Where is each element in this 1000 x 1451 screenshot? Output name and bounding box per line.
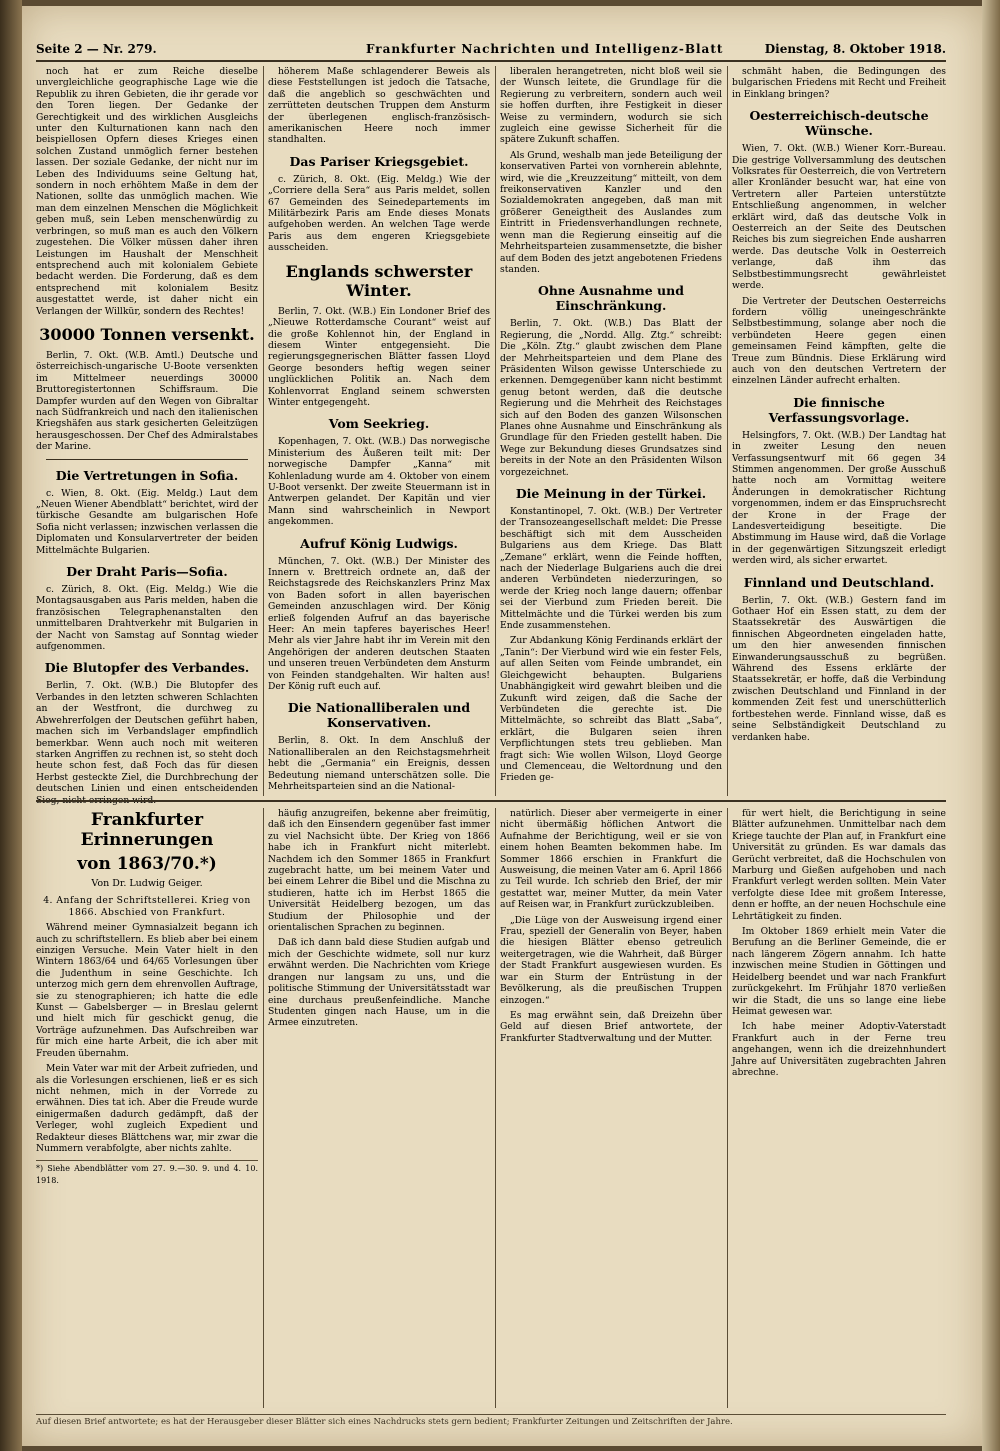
article-text: Während meiner Gymnasialzeit begann ich auch zu schriftstellern. Es blieb aber bei einem einzigen Versuche. Mein Vater hielt in den Wintern 1863/64 und 64/65 Vorlesungen über die Judenthum in seine Geschichte. Ich unterzog mich gern dem ehrenvollen Auftrage, sie zu stenographieren; ich hatte die edle Kunst — Gabelsberger — in Breslau gelernt und hielt mich für geschickt genug, die Vorträge aufzunehmen. Das Aufschreiben war für mich eine harte Arbeit, die ich aber mit Freuden übernahm. (36, 922, 258, 1059)
headline: Die Nationalliberalen und Konservativen. (287, 700, 471, 731)
feuilleton-column-2 (268, 808, 490, 1408)
article-text: Kopenhagen, 7. Okt. (W.B.) Das norwegische Ministerium des Äußeren teilt mit: Der norwegische Dampfer „Kanna“ mit Kohlenladung wurde am 4. Oktober von einem U-Boot versenkt. Der zweite Steuermann ist in Antwerpen gelandet. Der Kapitän und vier Mann sind wahrscheinlich in Newport angekommen. (268, 436, 490, 528)
headline: Finnland und Deutschland. (743, 574, 935, 590)
bottom-text-line: Auf diesen Brief antwortete; es hat der Herausgeber dieser Blätter sich eines Nachdrucks stets gern bedient; Frankfurter Zeitungen und Zeitschriften der Jahre. (36, 1414, 946, 1427)
article-text: c. Zürich, 8. Okt. (Eig. Meldg.) Wie die Montagsausgaben aus Paris melden, haben die französischen Telegraphenanstalten den unmittelbaren Drahtverkehr mit Bulgarien in der Nacht von Samstag auf Sonntag wieder aufgenommen. (36, 584, 258, 653)
article-text: Berlin, 7. Okt. (W.B.) Gestern fand im Gothaer Hof ein Essen statt, zu dem der Staatssekretär des Auswärtigen die finnischen Abgeordneten eingeladen hatte, um den hier anwesenden finnischen Einwanderungsausschuß zu begrüßen. Während des Essens erklärte der Staatssekretär, er hoffe, daß die Verbindung zwischen Deutschland und Finnland in der kommenden Zeit fest und unerschütterlich fortbestehen werde. Finnland wisse, daß es seine Selbständigkeit Deutschland zu verdanken habe. (732, 594, 946, 743)
article-text: Konstantinopel, 7. Okt. (W.B.) Der Vertreter der Transozeangesellschaft meldet: Die Presse beschäftigt sich mit dem Ausscheiden Bulgariens aus dem Kriege. Das Blatt „Zemane“ erklärt, wenn die Feinde hofften, nach der Niederlage Bulgariens auch die drei anderen Verbündeten niederzuringen, so werde der Krieg noch lange dauern; offenbar sei der Vierbund zum Frieden bereit. Die Mittelmächte und die Türkei werden bis zum Ende zusammenstehen. (500, 506, 722, 632)
page-number: Seite 2 — Nr. 279. (36, 42, 157, 56)
article-text: Wien, 7. Okt. (W.B.) Wiener Korr.-Bureau. Die gestrige Vollversammlung des deutschen Volksrates für Oesterreich, die von Vertretern aller Kronländer besucht war, hat eine von Vertretern aller Parteien unterstützte Entschließung angenommen, in welcher erklärt wird, daß das deutsche Volk in Oesterreich an der Seite des Deutschen Reiches bis zum siegreichen Ende ausharren werde. Das deutsche Volk in Oesterreich verlange, daß ihm das Selbstbestimmungsrecht gewährleistet werde. (732, 143, 946, 292)
feuilleton-column-4 (732, 808, 946, 1408)
book-spine (0, 0, 22, 1451)
article-text: Die Vertreter der Deutschen Oesterreichs fordern völlig uneingeschränkte Selbstbestimmung, solange aber noch die verbündeten Heere gegen einen gemeinsamen Feind kämpften, gelte die Treue zum Bündnis. Diese Erklärung wird auch von den deutschen Vertretern der einzelnen Länder aufrecht erhalten. (732, 295, 946, 387)
footnote: *) Siehe Abendblätter vom 27. 9.—30. 9. und 4. 10. 1918. (36, 1160, 258, 1186)
article-text: Berlin, 8. Okt. In dem Anschluß der Nationalliberalen an den Reichstagsmehrheit hebt die „Germania“ ein Ereignis, dessen Bedeutung niemand unterschätzen solle. Die Mehrheitsparteien sind an die National- (268, 735, 490, 793)
masthead (36, 40, 946, 62)
article-text: schmäht haben, die Bedingungen des bulgarischen Friedens mit Recht und Freiheit in Einklang bringen? (732, 66, 946, 100)
column-rule (495, 808, 496, 1408)
author-byline: Von Dr. Ludwig Geiger. (91, 878, 203, 889)
article-text: natürlich. Dieser aber vermeigerte in einer nicht übermäßig höflichen Antwort die Aufnahme der Berichtigung, weil er sie von einem hohen Beamten bekommen habe. Im Sommer 1866 erschien in Frankfurt die Ausweisung, die meinen Vater am 6. April 1866 zu Teil wurde. Ich schrieb den Brief, der mir gestattet war, meiner Mutter, da mein Vater auf Reisen war, in Frankfurt zurückzubleiben. (500, 808, 722, 911)
article-text: höherem Maße schlagenderer Beweis als diese Feststellungen ist jedoch die Tatsache, daß die angeblich so geschwächten und zerrütteten deutschen Truppen dem Ansturm der überlegenen englisch-französisch-amerikanischen Heere noch immer standhalten. (268, 66, 490, 146)
article-text: liberalen herangetreten, nicht bloß weil sie der Wunsch leitete, die Grundlage für die Regierung zu verbreitern, sondern auch weil sie hoffen durften, ihre Festigkeit in dieser Weise zu vermindern, wodurch sie sich zugleich eine gewisse Sicherheit für die spätere Zukunft schaffen. (500, 66, 722, 146)
article-text: Zur Abdankung König Ferdinands erklärt der „Tanin“: Der Vierbund wird wie ein fester Fels, auf allen Seiten vom Feinde umbrandet, ein Gleichgewicht behaupten. Bulgariens Unabhängigkeit wird gewahrt bleiben und die Zukunft wird zeigen, daß die Sache der Verbündeten die gerechte ist. Die Mittelmächte, so schreibt das Blatt „Saba“, erklärt, die Bulgaren seien ihren Verpflichtungen stets treu geblieben. Man fragt sich: Wie wollen Wilson, Lloyd George und Clemenceau, die Weltordnung und den Frieden ge- (500, 635, 722, 784)
headline: Die Blutopfer des Verbandes. (44, 660, 250, 676)
article-text: Berlin, 7. Okt. (W.B. Amtl.) Deutsche und österreichisch-ungarische U-Boote versenkten im Mittelmeer neuerdings 30000 Bruttoregistertonnen Schiffsraum. Die Dampfer wurden auf den Wegen von Gibraltar nach Südfrankreich und nach den italienischen Kriegshäfen aus stark gesicherten Geleitzügen herausgeschossen. Der Chef des Admiralstabes der Marine. (36, 349, 258, 453)
article-text: Es mag erwähnt sein, daß Dreizehn über Geld auf diesen Brief antwortete, der Frankfurter Stadtverwaltung und der Mutter. (500, 1009, 722, 1044)
newspaper-title: Frankfurter Nachrichten und Intelligenz-Blatt (366, 42, 724, 56)
chapter-heading: 4. Anfang der Schriftstellerei. Krieg von 1866. Abschied von Frankfurt. (43, 895, 251, 918)
article-text: c. Wien, 8. Okt. (Eig. Meldg.) Laut dem „Neuen Wiener Abendblatt“ berichtet, wird der türkische Gesandte am bulgarischen Hofe Sofia nicht verlassen; inzwischen verlassen die Diplomaten und Konsularvertreter der beiden Mittelmächte Bulgarien. (36, 487, 258, 556)
column-4 (732, 66, 946, 796)
section-divider (36, 800, 946, 802)
article-text: häufig anzugreifen, bekenne aber freimütig, daß ich den Einsendern gegenüber fast immer zu viel Nachsicht übte. Der Krieg von 1866 habe ich in Frankfurt nicht miterlebt. Nachdem ich den Sommer 1865 in Frankfurt zugebracht hatte, um bei meinem Vater und bei einem Lehrer die Bibel und die Mischna zu studieren, hatte ich im Herbst 1865 die Universität Heidelberg bezogen, um das Studium der Philosophie und der orientalischen Sprachen zu beginnen. (268, 808, 490, 934)
column-1 (36, 66, 258, 796)
column-rule (263, 66, 264, 796)
article-text: Im Oktober 1869 erhielt mein Vater die Berufung an die Berliner Gemeinde, die er nach längerem Zögern annahm. Ich hatte inzwischen meine Studien in Göttingen und Heidelberg beendet und war nach Frankfurt zurückgekehrt. Im Frühjahr 1870 verließen wir die Stadt, die uns so lange eine liebe Heimat gewesen war. (732, 926, 946, 1017)
headline: Das Pariser Kriegsgebiet. (289, 153, 469, 169)
article-text: München, 7. Okt. (W.B.) Der Minister des Innern v. Brettreich ordnete an, daß der Reichstagsrede des Reichskanzlers Prinz Max von Baden sofort in allen bayerischen Gemeinden anzuschlagen wird. Der König erließ folgenden Aufruf an das bayerische Heer: An mein tapferes bayerisches Heer! Mehr als vier Jahre habt ihr im Verein mit den Angehörigen der anderen deutschen Staaten und unseren treuen Verbündeten dem Ansturm von Feinden standgehalten. Wir halten aus! Der König ruft euch auf. (268, 555, 490, 693)
headline: Oesterreichisch-deutsche Wünsche. (749, 108, 929, 139)
column-3 (500, 66, 722, 796)
headline: Aufruf König Ludwigs. (300, 535, 458, 551)
article-text: Mein Vater war mit der Arbeit zufrieden, und als die Vorlesungen erschienen, ließ er es sich nicht nehmen, mich in der Vorrede zu erwähnen. Dies tat ich. Aber die Freude wurde einigermaßen dadurch gedämpft, daß der Verleger, wohl zugleich Expedient und Redakteur dieses Blättchens war, mir zwar die Nummern verabfolgte, aber nichts zahlte. (36, 1063, 258, 1154)
article-text: Berlin, 7. Okt. (W.B.) Die Blutopfer des Verbandes in den letzten schweren Schlachten an der Westfront, die durchweg zu Abwehrerfolgen der Deutschen geführt haben, machen sich im Verbandslager empfindlich bemerkbar. Wenn auch noch mit weiteren starken Angriffen zu rechnen ist, so steht doch heute schon fest, daß Foch das für diesen Herbst gesteckte Ziel, die Durchbrechung der deutschen Linien und einen entscheidenden (36, 680, 258, 795)
column-2 (268, 66, 490, 796)
headline: Die Vertretungen in Sofia. (55, 467, 239, 483)
headline: Die Meinung in der Türkei. (515, 486, 707, 501)
headline: Der Draht Paris—Sofia. (66, 564, 228, 580)
article-text: für wert hielt, die Berichtigung in seine Blätter aufzunehmen. Unmittelbar nach dem Kriege tauchte der Plan auf, in Frankfurt eine Universität zu gründen. Es war damals das Gerücht verbreitet, daß die Hochschulen von Marburg und Gießen aufgehoben und nach Frankfurt verlegt werden sollten. Mein Vater verfolgte diese Idee mit großem Interesse, denn er hoffte, an der neuen Hochschule eine Lehrtätigkeit zu finden. (732, 808, 946, 922)
feuilleton-title-years: von 1863/70.*) (77, 854, 217, 874)
article-text: Daß ich dann bald diese Studien aufgab und mich der Geschichte widmete, soll nur kurz erwähnt werden. Die Nachrichten vom Kriege drangen nur langsam zu uns, und die politische Stimmung der Universitätsstadt war eine durchaus preußenfeindliche. Manche Studenten gingen nach Hause, um in die Armee einzutreten. (268, 937, 490, 1029)
feuilleton-title: Frankfurter Erinnerungen (80, 810, 214, 850)
column-rule (727, 808, 728, 1408)
column-rule (495, 66, 496, 796)
article-text: Berlin, 7. Okt. (W.B.) Ein Londoner Brief des „Nieuwe Rotterdamsche Courant“ weist auf die große Kohlennot hin, der England in diesem Winter entgegensieht. Die regierungsgegnerischen Blätter fassen Lloyd George besonders heftig wegen seiner unglücklichen Politik an. Nach dem Kohlenvorrat England seinem schwersten Winter entgegengeht. (268, 305, 490, 408)
article-text: Ich habe meiner Adoptiv-Vaterstadt Frankfurt auch in der Ferne treu angehangen, wenn ich die dreizehnhundert Jahre auf Universitäten zugebrachten Jahren abrechne. (732, 1021, 946, 1078)
article-text: Als Grund, weshalb man jede Beteiligung der konservativen Partei von vornherein ablehnte, wird, wie die „Kreuzzeitung“ mitteilt, von dem freikonservativen Kanzler und den Sozialdemokraten angegeben, daß man mit größerer Geneigtheit des Auslandes zum Eintritt in Friedensverhandlungen rechnete, wenn man die Regierung einseitig auf die Mehrheitsparteien zusammensetzte, die bisher auf dem Boden des jetzt angebotenen Friedens standen. (500, 149, 722, 275)
divider (46, 459, 248, 460)
issue-date: Dienstag, 8. Oktober 1918. (764, 42, 946, 56)
headline: Englands schwerster Winter. (285, 261, 473, 300)
headline: Vom Seekrieg. (328, 416, 430, 432)
headline: 30000 Tonnen versenkt. (39, 324, 255, 344)
article-text: c. Zürich, 8. Okt. (Eig. Meldg.) Wie der „Corriere della Sera“ aus Paris meldet, sollen 67 Gemeinden des Seinedepartements im Militärbezirk Paris am Ende dieses Monats aufgehoben werden. An welchen Tage werde Paris aus dem engeren Kriegsgebiete ausscheiden. (268, 173, 490, 254)
headline: Ohne Ausnahme und Einschränkung. (538, 283, 684, 314)
article-text: noch hat er zum Reiche dieselbe unvergleichliche geographische Lage wie die Republik zu ihren Gebieten, die ihr gerade vor den Toren liegen. Der Gedanke der Gerechtigkeit und des wirklichen Ausgleichs unter den Kulturnationen kann nach den beispiellosen Opfern dieses Krieges einen solchen Zustand unmöglich ferner bestehen lassen. Der soziale Gedanke, der nicht nur im Leben des Individuums seine Geltung hat, sondern in noch erhöhtem Maße in dem der Nationen, sollte das unmöglich machen. Wie man dem einzelnen Menschen die Möglichkeit geben muß, sein Leben menschenwürdig zu verbringen, so muß man es auch den Völkern zugestehen. Die Völker müssen daher ihren Leistungen im Haushalt der Menschheit entsprechend auch mit kolonialem Gebiete bedacht werden. Die Forderung, daß es dem entsprechend mit kolonialem Besitz ausgestattet werde, ist daher nicht ein Verlangen der Willkür, sondern des Rechtes! (36, 66, 258, 317)
article-text: Helsingfors, 7. Okt. (W.B.) Der Landtag hat in zweiter Lesung den neuen Verfassungsentwurf mit 66 gegen 34 Stimmen angenommen. Der große Ausschuß hatte noch am Vormittag weitere Änderungen in demokratischer Richtung vorgenommen, indem er das Einspruchsrecht der Krone in der Frage der Landesverteidigung beseitigte. Die Abstimmung im Hause wird, daß die Vorlage in der gegenwärtigen Sitzungszeit erledigt werden wird, als sicher erwartet. (732, 429, 946, 567)
column-rule (263, 808, 264, 1408)
page-edge (982, 0, 1000, 1451)
article-text: Berlin, 7. Okt. (W.B.) Das Blatt der Regierung, die „Nordd. Allg. Ztg.“ schreibt: Die „Köln. Ztg.“ glaubt zwischen dem Plane der Mehrheitsparteien und dem Plane des Präsidenten Wilson gewisse Unterschiede zu erkennen. Demgegenüber kann nicht bestimmt genug betont werden, daß die deutsche Regierung und die Mehrheit des Reichstages sich auf den Boden des ganzen Wilsonschen Planes ohne Ausnahme und Einschränkung als Grundlage für den Frieden gestellt haben. Die Wege zur Bekundung dieses Grundsatzes sind bereits in der Note an den Präsidenten Wilson vorgezeichnet. (500, 318, 722, 478)
feuilleton-column-3 (500, 808, 722, 1408)
feuilleton-column-1 (36, 808, 258, 1408)
column-rule (727, 66, 728, 796)
headline: Die finnische Verfassungsvorlage. (768, 394, 910, 425)
article-text: „Die Lüge von der Ausweisung irgend einer Frau, speziell der Generalin von Beyer, haben die hiesigen Blätter ebenso getreulich weitergetragen, wie die Wahrheit, daß Bürger der Stadt Frankfurt ausgewiesen wurden. Es war ein Sturm der Entrüstung in der Bevölkerung, als die preußischen Truppen einzogen.“ (500, 914, 722, 1006)
